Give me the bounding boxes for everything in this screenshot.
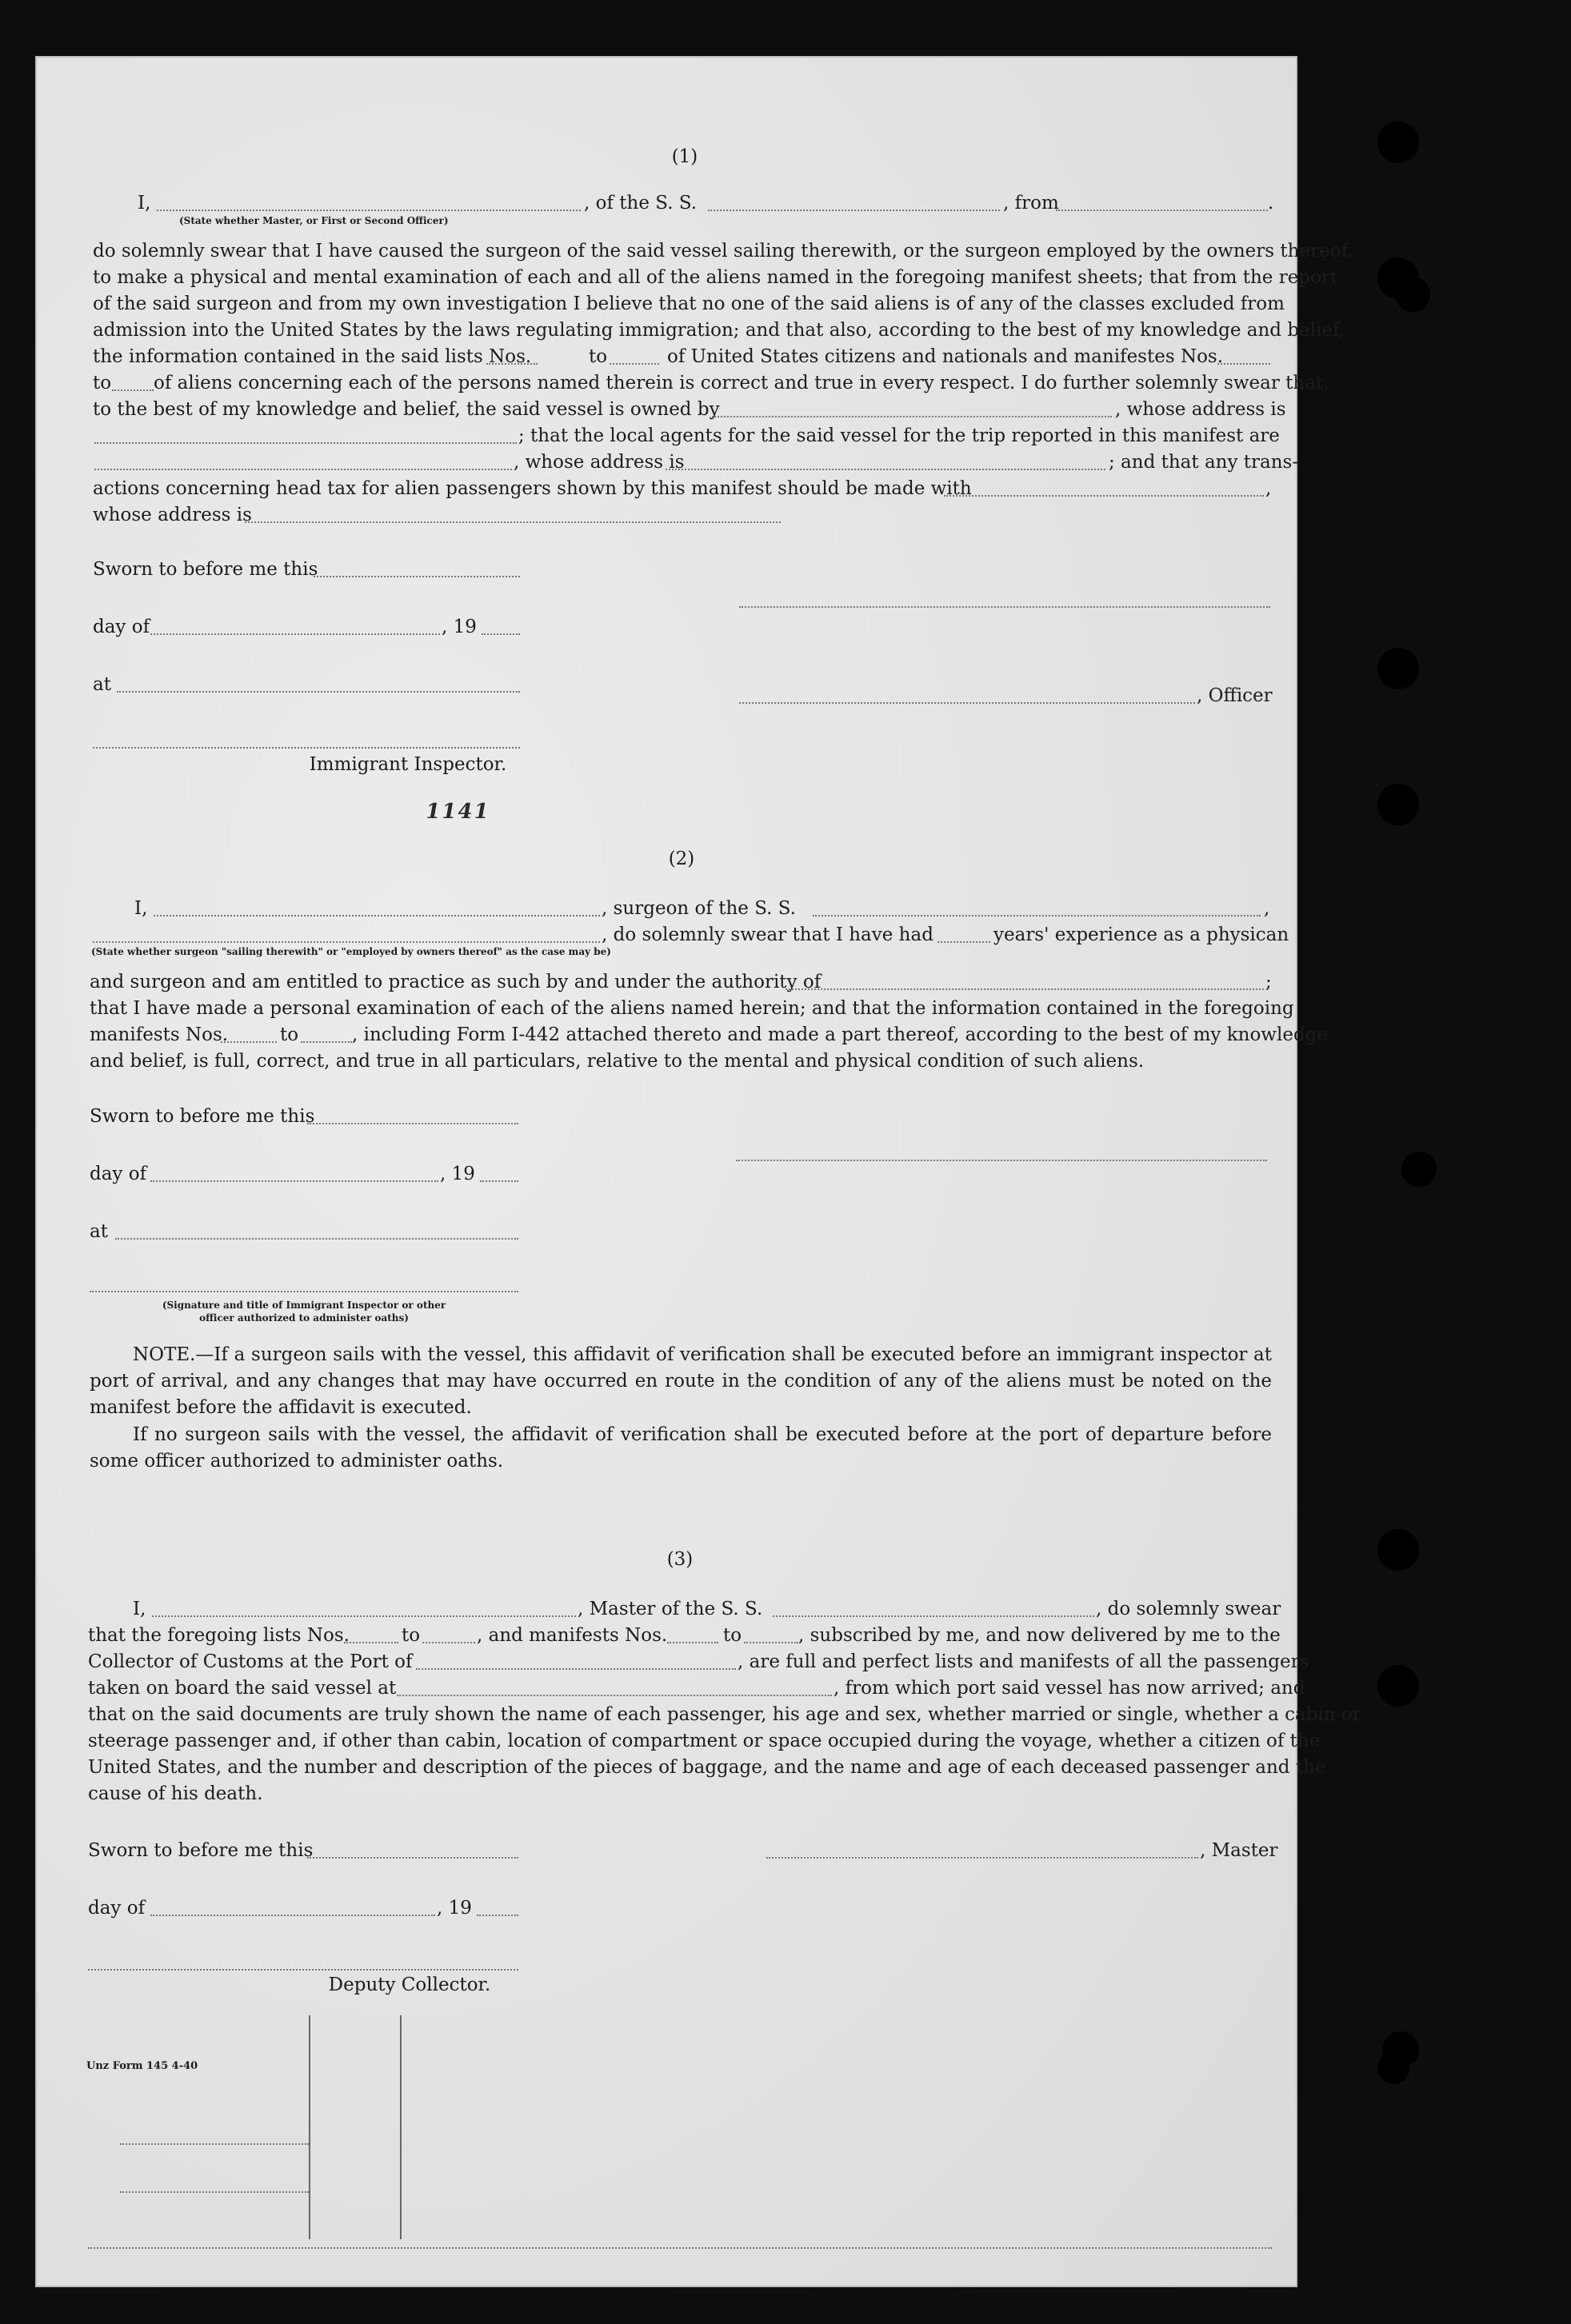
stub-rule — [88, 2247, 1272, 2249]
s1-line: to make a physical and mental examination of each and all of the aliens named in the foregoing manifest sheets; that from the report — [93, 267, 1338, 288]
s1-info-label: the information contained in the said lists Nos. — [93, 346, 532, 367]
s3-lists-to-field[interactable] — [422, 1642, 475, 1643]
s2-at-label: at — [90, 1221, 108, 1242]
s2-note — [90, 1342, 1272, 1421]
s3-manifests-to-field[interactable] — [744, 1642, 798, 1643]
s1-from-field[interactable] — [1056, 210, 1268, 211]
s2-sig-caption: officer authorized to administer oaths) — [199, 1312, 409, 1324]
s1-vessel-field[interactable] — [708, 210, 1000, 211]
s2-surgeon-name-field[interactable] — [154, 915, 600, 916]
s2-years-field[interactable] — [937, 941, 990, 943]
binder-hole — [1377, 1529, 1419, 1571]
binder-hole — [1377, 784, 1419, 825]
s1-i-label: I, — [138, 193, 151, 214]
stub-rule — [400, 2015, 402, 2239]
s3-lists-from-field[interactable] — [344, 1642, 398, 1643]
s3-port-b: , are full and perfect lists and manifests of all the passengers — [738, 1651, 1309, 1672]
s3-lists-label: that the foregoing lists Nos. — [88, 1625, 350, 1646]
s2-authority-end: ; — [1265, 972, 1272, 992]
s3-taken-label: taken on board the said vessel at — [88, 1678, 397, 1699]
s1-year-label: , 19 — [442, 617, 477, 637]
s1-line: do solemnly swear that I have caused the surgeon of the said vessel sailing therewith, or the surgeon employed by the owners thereof, — [93, 241, 1353, 262]
s1-actions-end: , — [1265, 478, 1272, 499]
s1-info-b: of United States citizens and nationals and manifestes Nos. — [667, 346, 1224, 367]
s2-line: that I have made a personal examination of each of the aliens named herein; and that the information contained in the foregoing — [90, 998, 1294, 1019]
s2-dayof-label: day of — [90, 1164, 147, 1184]
s3-manifests-label: , and manifests Nos. — [477, 1625, 668, 1646]
s1-owned-b: , whose address is — [1115, 399, 1286, 420]
s1-agents-address-field[interactable] — [666, 469, 1105, 470]
s2-i-label: I, — [134, 898, 148, 919]
s3-line: steerage passenger and, if other than cabin, location of compartment or space occupied during the voyage, whether a citizen of the — [88, 1731, 1321, 1751]
s2-authority-field[interactable] — [786, 988, 1264, 990]
binder-hole — [1377, 2052, 1409, 2084]
form-number: Unz Form 145 4-40 — [86, 2060, 198, 2072]
s1-line: of the said surgeon and from my own investigation I believe that no one of the said aliens is of any of the classes excluded from — [93, 293, 1285, 314]
s3-port-label: Collector of Customs at the Port of — [88, 1651, 413, 1672]
section-1-number: (1) — [671, 146, 698, 167]
s1-owned-label: to the best of my knowledge and belief, the said vessel is owned by — [93, 399, 720, 420]
s2-surgeon-caption: (State whether surgeon "sailing therewith" or "employed by owners thereof" as the case may be) — [91, 946, 611, 957]
s1-line: admission into the United States by the laws regulating immigration; and that also, according to the best of my knowledge and belief, — [93, 320, 1345, 341]
s2-note-2 — [90, 1422, 1272, 1475]
s3-master-signature-field[interactable] — [766, 1857, 1198, 1859]
s1-from-label: , from — [1003, 193, 1059, 214]
stub-rule — [309, 2015, 310, 2239]
s1-officer-field[interactable] — [739, 702, 1195, 704]
s2-manifests-to: to — [280, 1024, 299, 1045]
s3-deputy-label: Deputy Collector. — [328, 1975, 491, 1995]
stamp-mark: 1141 — [423, 800, 493, 824]
s2-year-label: , 19 — [440, 1164, 475, 1184]
s1-agents-field[interactable] — [94, 469, 512, 470]
s1-at-field[interactable] — [117, 691, 520, 693]
s3-year-field[interactable] — [477, 1915, 518, 1916]
s3-vessel-field[interactable] — [773, 1615, 1094, 1617]
s2-manifests-to-field[interactable] — [301, 1041, 352, 1043]
s1-head-tax-address-field[interactable] — [245, 521, 781, 523]
s1-dayof-label: day of — [93, 617, 150, 637]
s2-vessel-field[interactable] — [813, 915, 1261, 916]
s2-sworn-day-field[interactable] — [307, 1123, 518, 1124]
stub-rule — [120, 2143, 309, 2145]
s1-owner-address-field[interactable] — [94, 442, 517, 444]
s2-inspector-signature-field[interactable] — [90, 1291, 518, 1292]
s1-to2-b: of aliens concerning each of the persons named therein is correct and true in every respect. I do further solemnly swear that, — [154, 373, 1329, 393]
s1-inspector-signature-field[interactable] — [93, 747, 520, 749]
s1-trans-label: ; and that any trans- — [1109, 452, 1299, 473]
s2-at-field[interactable] — [115, 1238, 518, 1240]
s3-deputy-signature-field[interactable] — [88, 1969, 518, 1971]
s3-taken-at-field[interactable] — [397, 1695, 832, 1696]
s3-sworn-label: Sworn to before me this — [88, 1840, 314, 1861]
s1-officer-signature-field[interactable] — [739, 606, 1270, 608]
s2-sworn-label: Sworn to before me this — [90, 1106, 315, 1127]
s1-sworn-day-field[interactable] — [314, 576, 520, 577]
s3-year-label: , 19 — [437, 1898, 472, 1919]
s1-inspector-label: Immigrant Inspector. — [309, 754, 507, 775]
s1-lists-from-field[interactable] — [486, 363, 538, 365]
s1-lists-to-field[interactable] — [610, 363, 659, 365]
s3-i-label: I, — [133, 1599, 146, 1619]
s1-officer-rank-field[interactable] — [157, 210, 581, 211]
binder-hole — [1377, 122, 1419, 163]
binder-hole — [1377, 1665, 1419, 1707]
s2-surgeon-label: , surgeon of the S. S. — [602, 898, 796, 919]
s2-month-field[interactable] — [150, 1180, 438, 1182]
s2-swear-label: , do solemnly swear that I have had — [602, 924, 933, 945]
s1-actions-label: actions concerning head tax for alien passengers shown by this manifest should be made with — [93, 478, 972, 499]
s1-head-tax-field[interactable] — [944, 495, 1264, 497]
s1-whose-label: whose address is — [93, 505, 252, 525]
s3-line: cause of his death. — [88, 1783, 263, 1804]
binder-hole — [1401, 1152, 1437, 1187]
s1-info-to: to — [589, 346, 608, 367]
s1-rank-caption: (State whether Master, or First or Second Officer) — [179, 215, 449, 226]
s2-year-field[interactable] — [480, 1180, 518, 1182]
s3-port-field[interactable] — [416, 1668, 736, 1670]
s2-note-2-text: If no surgeon sails with the vessel, the affidavit of verification shall be executed before at the port of departure before some officer authorized to administer oaths. — [90, 1424, 1272, 1471]
s3-dayof-label: day of — [88, 1898, 146, 1919]
s1-month-field[interactable] — [150, 633, 440, 635]
s3-line: United States, and the number and description of the pieces of baggage, and the name and age of each deceased passenger and the — [88, 1757, 1326, 1778]
s2-sig-caption: (Signature and title of Immigrant Inspector or other — [162, 1300, 446, 1311]
s3-month-field[interactable] — [150, 1915, 435, 1916]
s3-manifests-to: to — [723, 1625, 742, 1646]
s2-years-label: years' experience as a physican — [993, 924, 1289, 945]
s1-sworn-label: Sworn to before me this — [93, 559, 318, 580]
s1-of-ss-label: , of the S. S. — [584, 193, 698, 214]
s2-line1-end: , — [1264, 898, 1270, 919]
stub-rule — [120, 2191, 309, 2193]
s2-manifests-from-field[interactable] — [221, 1041, 277, 1043]
s1-agents-address-label: , whose address is — [514, 452, 685, 473]
s3-swear-label: , do solemnly swear — [1096, 1599, 1281, 1619]
s3-master-label: , Master of the S. S. — [578, 1599, 763, 1619]
s1-to2: to — [93, 373, 112, 393]
s3-master-name-field[interactable] — [152, 1615, 576, 1617]
s1-owner-field[interactable] — [712, 416, 1112, 417]
binder-hole — [1377, 648, 1419, 689]
s3-sworn-day-field[interactable] — [307, 1857, 518, 1859]
s3-line: that on the said documents are truly shown the name of each passenger, his age and sex, whether married or single, whether a cabin or — [88, 1704, 1361, 1725]
s3-subscribed-label: , subscribed by me, and now delivered by me to the — [798, 1625, 1281, 1646]
s2-manifests-label: manifests Nos. — [90, 1024, 229, 1045]
s1-officer-label: , Officer — [1197, 685, 1273, 706]
s1-year-field[interactable] — [482, 633, 520, 635]
s1-agents-label: ; that the local agents for the said vessel for the trip reported in this manifest are — [518, 425, 1280, 446]
s1-manifests-from-field[interactable] — [1217, 363, 1270, 365]
s1-manifests-to-field[interactable] — [112, 389, 154, 391]
s3-master-sig-label: , Master — [1200, 1840, 1278, 1861]
s2-authority-label: and surgeon and am entitled to practice as such by and under the authority of — [90, 972, 821, 992]
s2-manifests-b: , including Form I-442 attached thereto and made a part thereof, according to the best of my knowledge — [352, 1024, 1328, 1045]
s3-lists-to: to — [402, 1625, 421, 1646]
binder-hole — [1395, 277, 1430, 312]
section-2-number: (2) — [668, 849, 695, 869]
s2-line: and belief, is full, correct, and true in all particulars, relative to the mental and physical condition of such aliens. — [90, 1051, 1145, 1072]
s2-note-text: NOTE.—If a surgeon sails with the vessel, this affidavit of verification shall be executed before an immigrant inspector at port of arrival, and any changes that may have occurred en route in the condition of any of the aliens must be noted on the manifest before the affidavit is executed. — [90, 1344, 1272, 1418]
section-3-number: (3) — [666, 1549, 694, 1570]
s1-at-label: at — [93, 674, 111, 695]
s3-taken-b: , from which port said vessel has now arrived; and — [833, 1678, 1305, 1699]
s3-manifests-from-field[interactable] — [667, 1642, 718, 1643]
s2-surgeon-signature-field[interactable] — [736, 1160, 1267, 1161]
s2-surgeon-status-field[interactable] — [93, 941, 600, 943]
